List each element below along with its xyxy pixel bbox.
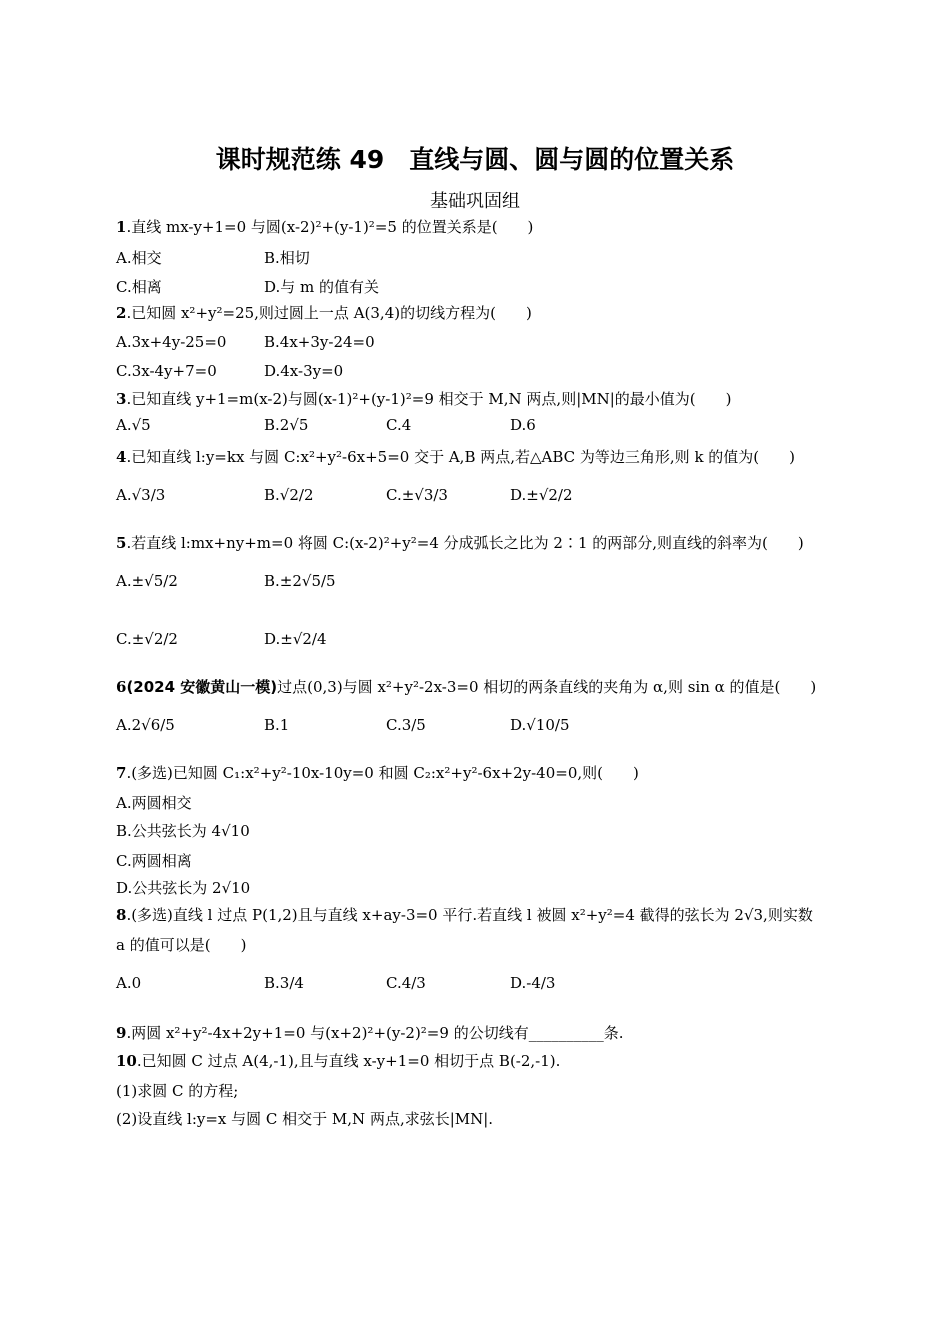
q5-option-a: A.±√5/2: [116, 572, 178, 590]
section-heading: 基础巩固组: [430, 191, 520, 212]
q8-option-c: C.4/3: [386, 974, 426, 992]
q6-option-b: B.1: [264, 716, 290, 734]
q6-option-c: C.3/5: [386, 716, 426, 734]
q6-option-d: D.√10/5: [510, 716, 570, 734]
question-10: 10.已知圆 C 过点 A(4,-1),且与直线 x-y+1=0 相切于点 B(-2,-1).: [116, 1052, 561, 1070]
q4-option-c: C.±√3/3: [386, 486, 448, 504]
q7-option-a: A.两圆相交: [116, 794, 192, 812]
q8-option-a: A.0: [116, 974, 142, 992]
q1-option-b: B.相切: [264, 249, 310, 267]
q6-option-a: A.2√6/5: [116, 716, 175, 734]
q3-option-d: D.6: [510, 416, 536, 434]
q4-option-d: D.±√2/2: [510, 486, 573, 504]
q1-option-c: C.相离: [116, 278, 162, 296]
q2-option-b: B.4x+3y-24=0: [264, 333, 375, 351]
question-3: 3.已知直线 y+1=m(x-2)与圆(x-1)²+(y-1)²=9 相交于 M,N 两点,则|MN|的最小值为( ): [116, 390, 732, 408]
q5-option-c: C.±√2/2: [116, 630, 178, 648]
page-title: 课时规范练 49 直线与圆、圆与圆的位置关系: [215, 145, 735, 174]
q8-option-b: B.3/4: [264, 974, 304, 992]
question-6: 6(2024 安徽黄山一模)过点(0,3)与圆 x²+y²-2x-3=0 相切的两条直线的夹角为 α,则 sin α 的值是( ): [116, 678, 817, 696]
question-7: 7.(多选)已知圆 C₁:x²+y²-10x-10y=0 和圆 C₂:x²+y²-6x+2y-40=0,则( ): [116, 764, 639, 782]
question-10-part-1: (1)求圆 C 的方程;: [116, 1082, 239, 1100]
q3-option-a: A.√5: [116, 416, 151, 434]
q5-option-b: B.±2√5/5: [264, 572, 336, 590]
q8-option-d: D.-4/3: [510, 974, 556, 992]
question-2: 2.已知圆 x²+y²=25,则过圆上一点 A(3,4)的切线方程为( ): [116, 304, 532, 322]
q5-option-d: D.±√2/4: [264, 630, 327, 648]
question-8: 8.(多选)直线 l 过点 P(1,2)且与直线 x+ay-3=0 平行.若直线 l 被圆 x²+y²=4 截得的弦长为 2√3,则实数: [116, 906, 813, 924]
q3-option-b: B.2√5: [264, 416, 309, 434]
q1-option-a: A.相交: [116, 249, 162, 267]
question-1: 1.直线 mx-y+1=0 与圆(x-2)²+(y-1)²=5 的位置关系是( ): [116, 218, 534, 236]
q2-option-d: D.4x-3y=0: [264, 362, 344, 380]
q7-option-d: D.公共弦长为 2√10: [116, 879, 251, 897]
question-5: 5.若直线 l:mx+ny+m=0 将圆 C:(x-2)²+y²=4 分成弧长之比为 2∶1 的两部分,则直线的斜率为( ): [116, 534, 804, 552]
q7-option-b: B.公共弦长为 4√10: [116, 822, 250, 840]
q2-option-c: C.3x-4y+7=0: [116, 362, 217, 380]
q3-option-c: C.4: [386, 416, 412, 434]
q7-option-c: C.两圆相离: [116, 852, 192, 870]
q1-option-d: D.与 m 的值有关: [264, 278, 380, 296]
question-4: 4.已知直线 l:y=kx 与圆 C:x²+y²-6x+5=0 交于 A,B 两点,若△ABC 为等边三角形,则 k 的值为( ): [116, 448, 796, 466]
q4-option-a: A.√3/3: [116, 486, 166, 504]
question-8-cont: a 的值可以是( ): [116, 936, 247, 954]
question-9: 9.两圆 x²+y²-4x+2y+1=0 与(x+2)²+(y-2)²=9 的公切线有__________条.: [116, 1024, 624, 1042]
q2-option-a: A.3x+4y-25=0: [116, 333, 227, 351]
q4-option-b: B.√2/2: [264, 486, 314, 504]
question-10-part-2: (2)设直线 l:y=x 与圆 C 相交于 M,N 两点,求弦长|MN|.: [116, 1110, 494, 1128]
